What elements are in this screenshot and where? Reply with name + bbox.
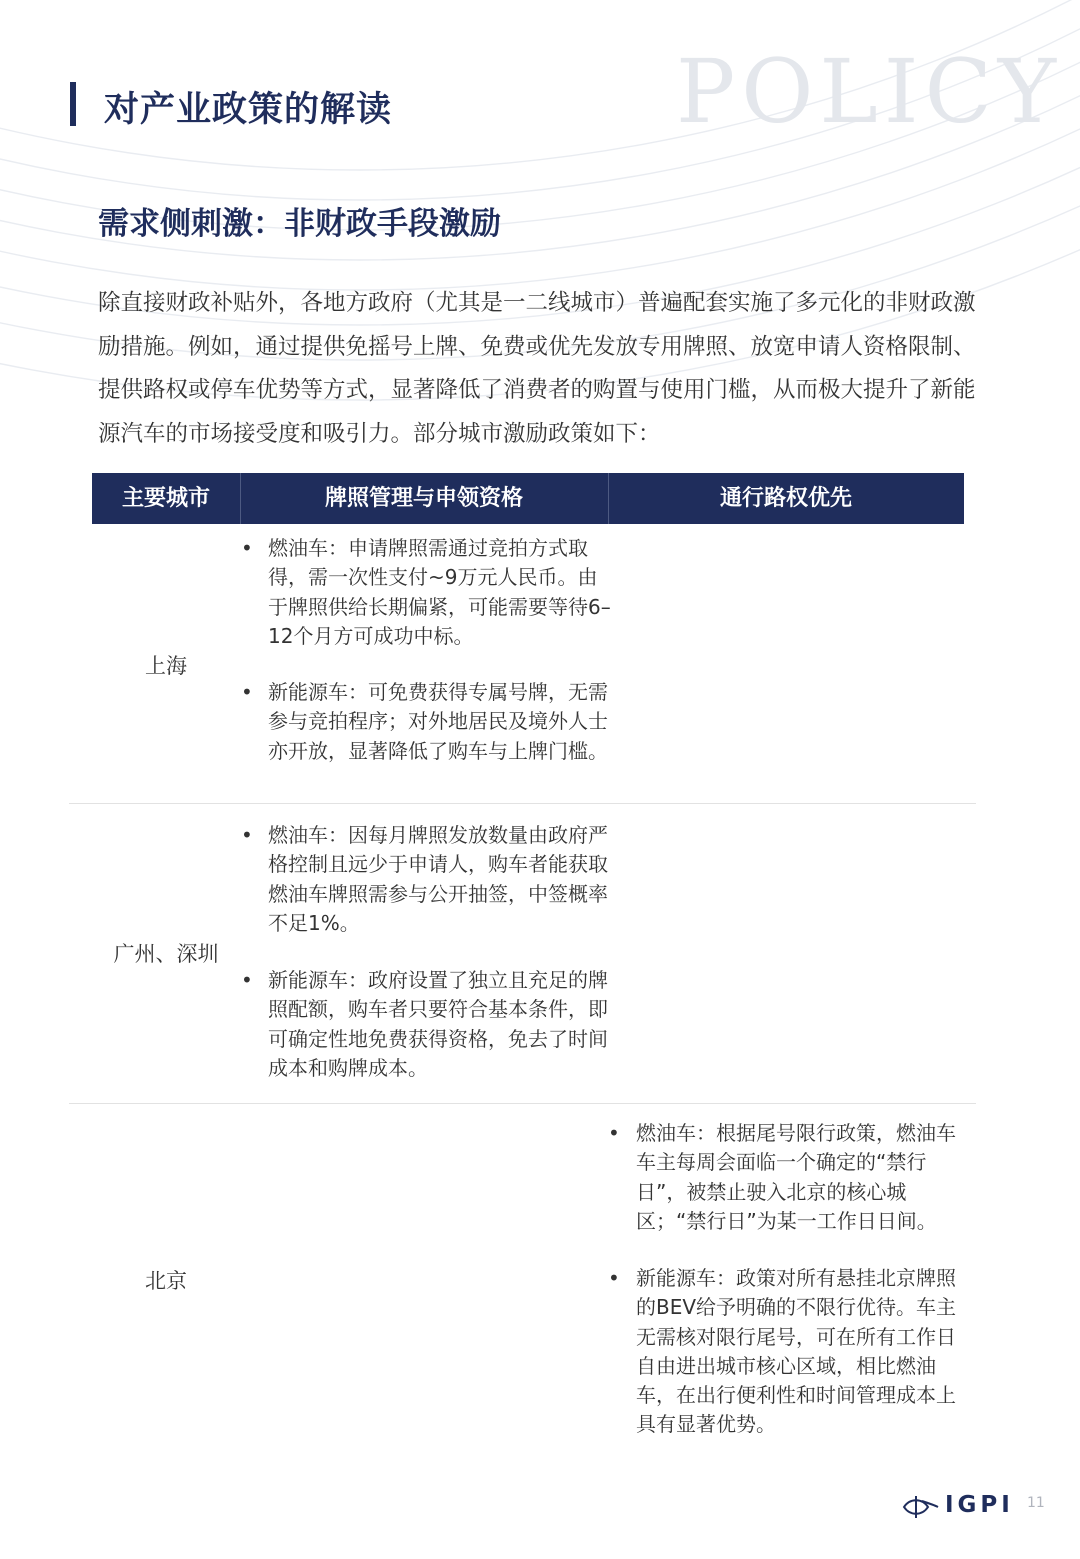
igpi-logo-text: IGPI — [945, 1492, 1014, 1518]
sub-title: 需求侧刺激：非财政手段激励 — [98, 206, 501, 242]
row-city-guangzhou-shenzhen: 广州、深圳 — [113, 942, 219, 966]
bullet-dot: • — [241, 823, 253, 847]
row-divider — [69, 803, 976, 804]
row-divider — [69, 1103, 976, 1104]
shanghai-nev-license: 新能源车：可免费获得专属号牌，无需参与竞拍程序；对外地居民及境外人士亦开放，显著降低了购车与上牌门槛。 — [268, 680, 608, 763]
gz-sz-ice-license: 燃油车：因每月牌照发放数量由政府严格控制且远少于申请人，购车者能获取燃油车牌照需参与公开抽签，中签概率不足1%。 — [268, 823, 608, 935]
beijing-nev-road: 新能源车：政策对所有悬挂北京牌照的BEV给予明确的不限行优待。车主无需核对限行尾号，可在所有工作日自由进出城市核心区域，相比燃油车，在出行便利性和时间管理成本上具有显著优势。 — [636, 1266, 957, 1437]
section-title: 对产业政策的解读 — [104, 90, 393, 130]
header-city: 主要城市 — [121, 486, 210, 511]
bullet-dot: • — [241, 536, 253, 560]
header-road-rights: 通行路权优先 — [719, 486, 852, 511]
shanghai-ice-license: 燃油车：申请牌照需通过竞拍方式取得，需一次性支付~9万元人民币。由于牌照供给长期偏紧，可能需要等待6–12个月方可成功中标。 — [268, 536, 611, 648]
bullet-dot: • — [608, 1266, 620, 1290]
beijing-ice-road: 燃油车：根据尾号限行政策，燃油车车主每周会面临一个确定的“禁行日”，被禁止驶入北京的核心城区；“禁行日”为某一工作日日间。 — [636, 1121, 956, 1233]
bullet-dot: • — [241, 680, 253, 704]
intro-paragraph: 除直接财政补贴外，各地方政府（尤其是一二线城市）普遍配套实施了多元化的非财政激励措施。例如，通过提供免摇号上牌、免费或优先发放专用牌照、放宽申请人资格限制、提供路权或停车优势等方式，显著降低了消费者的购置与使用门槛，从而极大提升了新能源汽车的市场接受度和吸引力。部分城市激励政策如下： — [98, 290, 976, 447]
row-city-beijing: 北京 — [145, 1269, 187, 1293]
bullet-dot: • — [241, 968, 253, 992]
policy-watermark: POLICY — [676, 40, 1062, 143]
table-header — [92, 473, 964, 524]
gz-sz-nev-license: 新能源车：政府设置了独立且充足的牌照配额，购车者只要符合基本条件，即可确定性地免费获得资格，免去了时间成本和购牌成本。 — [268, 968, 608, 1080]
page-number: 11 — [1027, 1495, 1045, 1511]
header-license: 牌照管理与申领资格 — [324, 486, 523, 511]
row-city-shanghai: 上海 — [145, 654, 187, 678]
bullet-dot: • — [608, 1121, 620, 1145]
